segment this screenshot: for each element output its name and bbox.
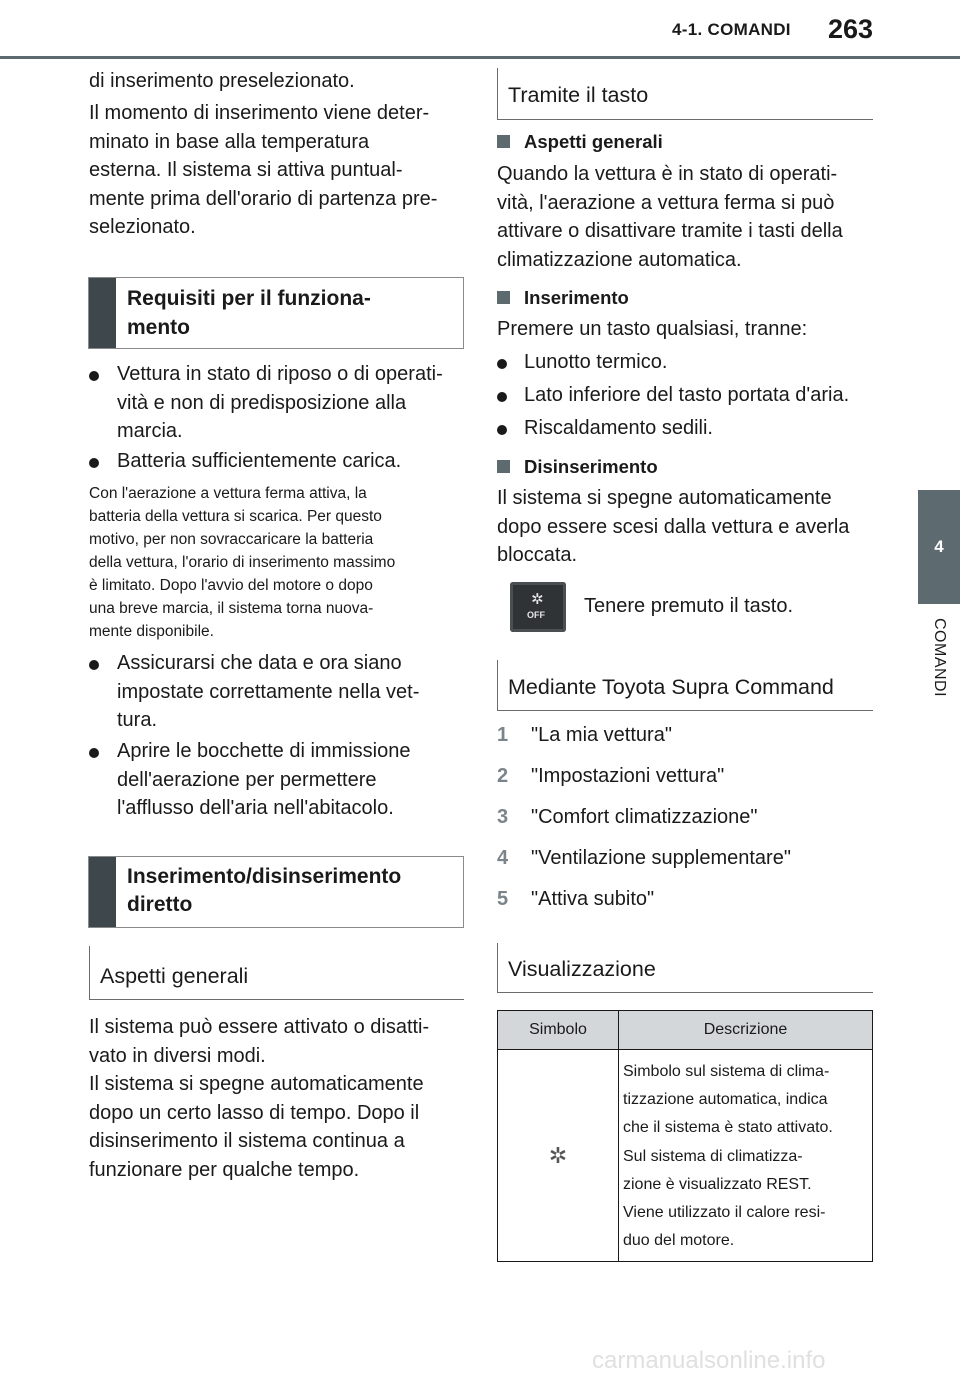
bullet-item: Lunotto termico. bbox=[497, 348, 877, 378]
bullet-item: Lato inferiore del tasto portata d'aria. bbox=[497, 381, 877, 411]
subheading-tramite-tasto: Tramite il tasto bbox=[497, 68, 873, 120]
chapter-label: COMANDI bbox=[931, 618, 948, 698]
table-row bbox=[498, 1050, 873, 1262]
fan-icon: ✲ bbox=[531, 591, 544, 608]
subheading-aspetti-generali: Aspetti generali bbox=[89, 946, 464, 1000]
subheading-supra-command: Mediante Toyota Supra Command bbox=[497, 660, 873, 711]
bullet-item: Vettura in stato di riposo o di operati- vità e non di predisposizione alla marcia. bbox=[89, 360, 469, 446]
step-item: 2 "Impostazioni vettura" bbox=[497, 765, 725, 787]
page-number: 263 bbox=[828, 14, 874, 44]
bullet-item: Batteria sufficientemente carica. bbox=[89, 447, 469, 477]
step-item: 5 "Attiva subito" bbox=[497, 888, 655, 910]
heading-box-inserimento: Inserimento/disinserimento diretto bbox=[88, 856, 464, 928]
fan-icon: ✲ bbox=[548, 1142, 568, 1168]
bullet-item: Assicurarsi che data e ora siano impostate correttamente nella vet- tura. bbox=[89, 649, 469, 735]
fan-off-button-image bbox=[510, 582, 566, 632]
table-cell-symbol bbox=[498, 1050, 619, 1262]
paragraph: Il sistema si spegne automaticamente dopo un certo lasso di tempo. Dopo il disinserimento il sistema continua a funzionare per qualche tempo. bbox=[89, 1073, 424, 1181]
step-item: 3 "Comfort climatizzazione" bbox=[497, 806, 758, 828]
paragraph: Quando la vettura è in stato di operati- vità, l'aerazione a vettura ferma si può attivare o disattivare tramite i tasti della climatizzazione automatica. bbox=[497, 163, 843, 271]
subheading-visualizzazione: Visualizzazione bbox=[497, 943, 873, 993]
paragraph: Premere un tasto qualsiasi, tranne: bbox=[497, 318, 808, 340]
intro-line: di inserimento preselezionato. bbox=[89, 70, 355, 92]
table-header: Descrizione bbox=[619, 1011, 873, 1050]
bullet-item: Riscaldamento sedili. bbox=[497, 414, 877, 444]
header-rule bbox=[0, 56, 960, 59]
paragraph: Il sistema può essere attivato o disatti- vato in diversi modi. bbox=[89, 1016, 430, 1067]
step-item: 4 "Ventilazione supplementare" bbox=[497, 847, 791, 869]
section-title: 4-1. COMANDI bbox=[672, 20, 791, 39]
off-label: OFF bbox=[527, 610, 545, 620]
step-item: 1 "La mia vettura" bbox=[497, 724, 672, 746]
paragraph: Il sistema si spegne automaticamente dopo essere scesi dalla vettura e averla bloccata. bbox=[497, 487, 850, 566]
heading-disinserimento: Disinserimento bbox=[497, 456, 877, 480]
table-header: Simbolo bbox=[498, 1011, 619, 1050]
table-cell-description: Simbolo sul sistema di clima- tizzazione automatica, indica che il sistema è stato attivato. Sul sistema di climatizza- zione è visualizzato REST. Viene utilizzato il calore resi- duo del motore. bbox=[619, 1050, 873, 1262]
heading-box-requisiti: Requisiti per il funziona- mento bbox=[88, 277, 464, 349]
heading-inserimento: Inserimento bbox=[497, 287, 877, 311]
symbol-table bbox=[497, 1010, 873, 1262]
bullet-item: Aprire le bocchette di immissione dell'aerazione per permettere l'afflusso dell'aria nell'abitacolo. bbox=[89, 737, 469, 823]
note-text: Con l'aerazione a vettura ferma attiva, la batteria della vettura si scarica. Per questo motivo, per non sovraccaricare la batteria della vettura, l'orario di inserimento massimo è limitato. Dopo l'avvio del motore o dopo una breve marcia, il sistema torna nuova- mente disponibile. bbox=[89, 485, 396, 640]
button-caption: Tenere premuto il tasto. bbox=[584, 595, 793, 617]
heading-aspetti-generali: Aspetti generali bbox=[497, 131, 877, 155]
watermark-footer: carmanualsonline.info bbox=[592, 1347, 826, 1374]
chapter-tab[interactable]: 4 bbox=[918, 490, 960, 604]
intro-paragraph: Il momento di inserimento viene deter- minato in base alla temperatura esterna. Il sistema si attiva puntual- mente prima dell'orario di partenza pre- selezionato. bbox=[89, 102, 438, 238]
